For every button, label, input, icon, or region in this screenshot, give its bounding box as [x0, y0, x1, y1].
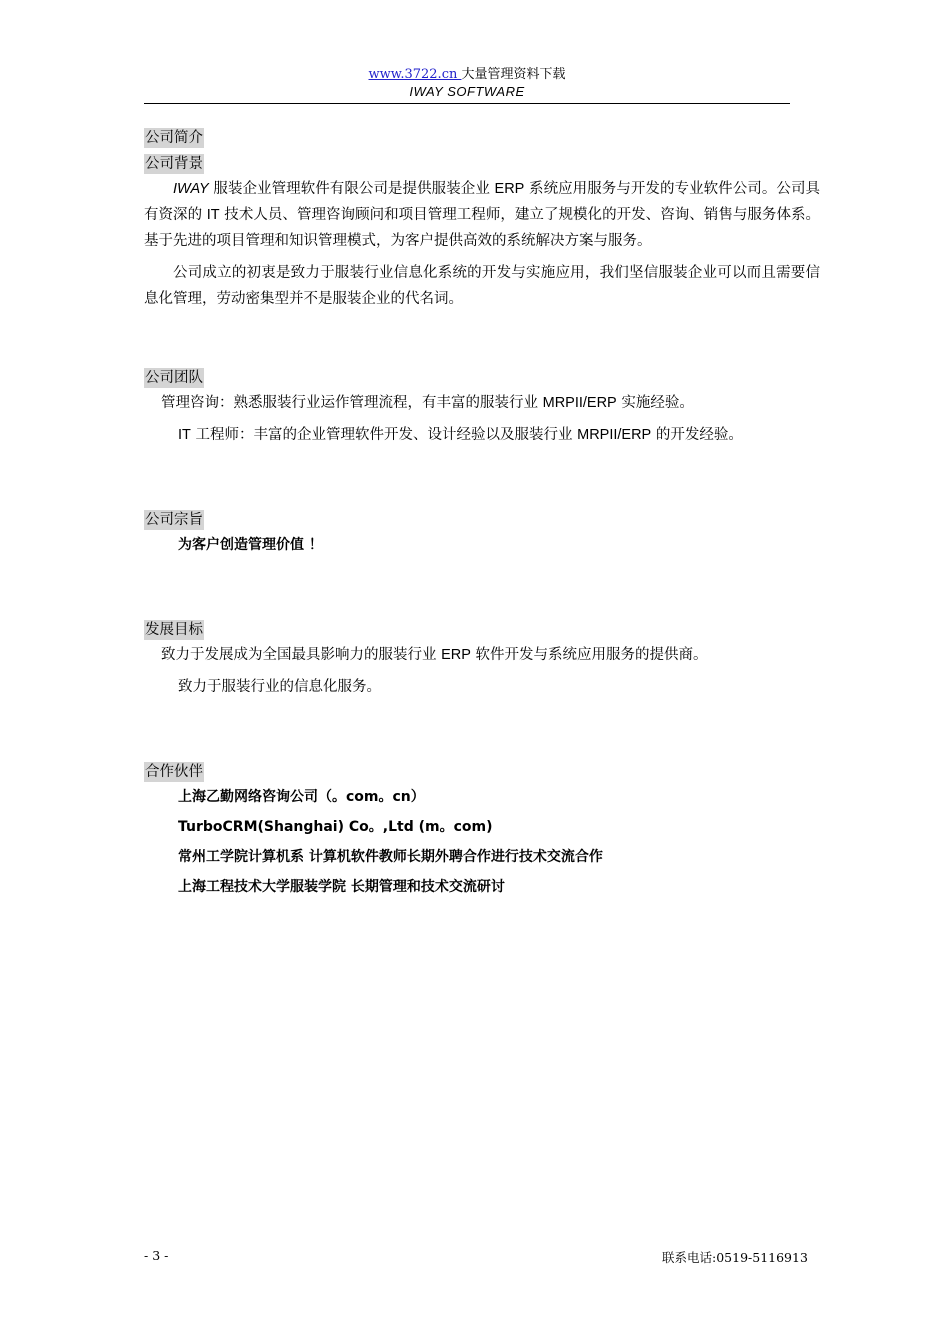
page-header	[144, 66, 790, 100]
document-body	[144, 124, 824, 900]
section-title-goals: 发展目标	[145, 622, 203, 638]
section-title-team: 公司团队	[145, 370, 203, 386]
background-paragraph-2: 公司成立的初衷是致力于服装行业信息化系统的开发与实施应用，我们坚信服装企业可以而且需要信息化管理，劳动密集型并不是服装企业的代名词。	[144, 265, 820, 307]
goal-line-1: 致力于发展成为全国最具影响力的服装行业 ERP 软件开发与系统应用服务的提供商。	[161, 647, 708, 663]
goal-line-2: 致力于服装行业的信息化服务。	[178, 679, 381, 695]
partner-item: 常州工学院计算机系 计算机软件教师长期外聘合作进行技术交流合作	[178, 849, 603, 865]
header-rule	[144, 103, 790, 104]
partner-item: 上海工程技术大学服装学院 长期管理和技术交流研讨	[178, 879, 505, 895]
partner-item: 上海乙勤网络咨询公司（。com。cn）	[178, 789, 425, 805]
background-paragraph-1: IWAY 服装企业管理软件有限公司是提供服装企业 ERP 系统应用服务与开发的专业软件公司。公司具有资深的 IT 技术人员、管理咨询顾问和项目管理工程师，建立了规模化的开发、咨询、销售与服务体系。基于先进的项目管理和知识管理模式，为客户提供高效的系统解决方案与服务。	[144, 181, 821, 249]
section-title-partners: 合作伙伴	[145, 764, 203, 780]
section-title-mission: 公司宗旨	[145, 512, 203, 528]
page-number: - 3 -	[144, 1248, 169, 1263]
team-line-consulting: 管理咨询：熟悉服装行业运作管理流程，有丰富的服装行业 MRPII/ERP 实施经验。	[161, 395, 694, 411]
header-line	[144, 66, 790, 84]
team-line-engineers: IT 工程师：丰富的企业管理软件开发、设计经验以及服装行业 MRPII/ERP 的开发经验。	[178, 427, 743, 443]
header-link[interactable]: www.3722.cn	[368, 67, 462, 82]
section-title-background: 公司背景	[145, 156, 203, 172]
header-tagline: 大量管理资料下载	[461, 67, 566, 82]
partner-item: TurboCRM(Shanghai) Co。,Ltd (m。com)	[178, 819, 493, 835]
section-title-intro: 公司简介	[145, 130, 203, 146]
header-company: IWAY SOFTWARE	[409, 84, 525, 99]
contact-phone: 联系电话:0519-5116913	[662, 1250, 808, 1265]
mission-text: 为客户创造管理价值 ！	[178, 537, 323, 553]
